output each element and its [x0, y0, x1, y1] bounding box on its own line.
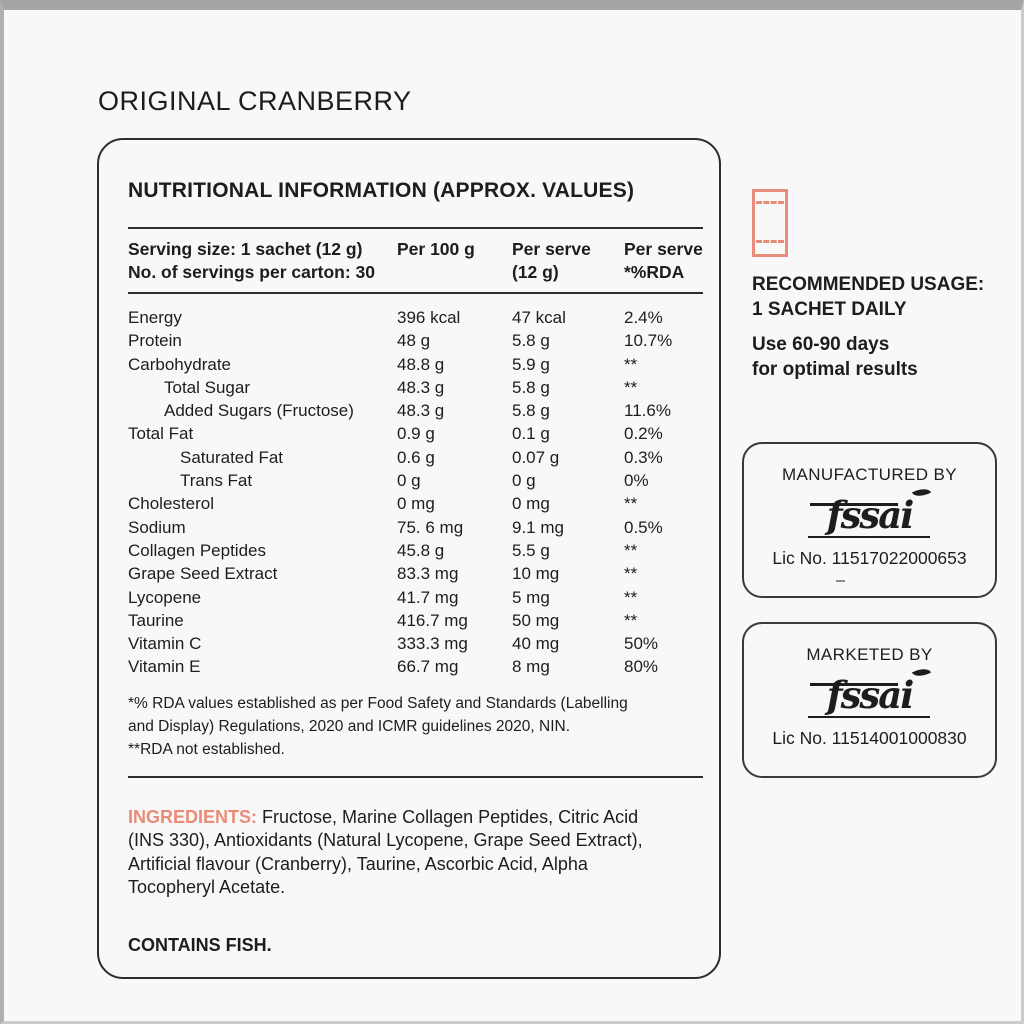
table-row [128, 469, 703, 492]
rda-value: ** [624, 377, 638, 397]
per-100g-value: 0.9 g [397, 424, 435, 444]
col-header-rda: Per serve *%RDA [624, 239, 703, 282]
table-row [128, 329, 703, 352]
per-serve-value: 50 mg [512, 610, 560, 630]
rda-value: 80% [624, 657, 659, 677]
divider [128, 292, 703, 294]
rda-value: ** [624, 610, 638, 630]
col-header-per-100g: Per 100 g [397, 239, 475, 259]
serving-size: Serving size: 1 sachet (12 g) [128, 239, 363, 259]
per-100g-value: 41.7 mg [397, 587, 459, 607]
per-100g-value: 48.3 g [397, 401, 445, 421]
per-100g-value: 416.7 mg [397, 610, 468, 630]
divider [128, 776, 703, 778]
marketed-license-number: Lic No. 11514001000830 [772, 728, 967, 748]
nutrient-label: Vitamin E [128, 657, 201, 677]
per-serve-value: 5.8 g [512, 401, 550, 421]
per-100g-value: 0 mg [397, 494, 435, 514]
nutrient-label: Trans Fat [180, 471, 253, 491]
marketed-by-box [742, 622, 997, 778]
per-serve-value: 0 g [512, 471, 536, 491]
nutrient-label: Total Fat [128, 424, 194, 444]
nutrition-table-body [128, 306, 703, 679]
per-100g-value: 83.3 mg [397, 564, 459, 584]
per-serve-value: 40 mg [512, 634, 560, 654]
table-row [128, 306, 703, 329]
nutrition-heading: NUTRITIONAL INFORMATION (APPROX. VALUES) [128, 179, 635, 202]
allergen-statement: CONTAINS FISH. [128, 934, 272, 955]
nutrient-label: Energy [128, 308, 182, 327]
fssai-logo: fssai [816, 670, 924, 724]
ingredients-label: INGREDIENTS: [128, 806, 258, 827]
ingredients-paragraph [128, 806, 663, 900]
rda-value: ** [624, 540, 638, 560]
per-serve-value: 5.8 g [512, 331, 550, 351]
rda-value: 0% [624, 471, 649, 491]
per-100g-value: 0 g [397, 471, 421, 491]
per-100g-value: 48 g [397, 331, 431, 351]
per-serve-value: 47 kcal [512, 308, 566, 327]
ingredients-text: Fructose, Marine Collagen Peptides, Citric Acid (INS 330), Antioxidants (Natural Lycopene, Grape Seed Extract), Artificial flavour (Cranberry), Taurine, Ascorbic Acid, Alpha Tocopheryl Acetate. [128, 806, 643, 898]
table-row [128, 492, 703, 515]
rda-value: ** [624, 564, 638, 584]
table-row [128, 516, 703, 539]
per-100g-value: 75. 6 mg [397, 517, 464, 537]
table-row [128, 539, 703, 562]
rda-value: ** [624, 494, 638, 514]
rda-value: 50% [624, 634, 659, 654]
per-serve-value: 0 mg [512, 494, 550, 514]
nutrient-label: Added Sugars (Fructose) [164, 401, 354, 421]
nutrient-label: Taurine [128, 610, 184, 630]
rda-value: 0.5% [624, 517, 663, 537]
table-row [128, 609, 703, 632]
per-100g-value: 0.6 g [397, 447, 435, 467]
rda-value: 0.2% [624, 424, 663, 444]
per-serve-value: 9.1 mg [512, 517, 564, 537]
table-row [128, 655, 703, 678]
sachet-icon [752, 189, 788, 257]
product-title: ORIGINAL CRANBERRY [98, 86, 412, 116]
manufactured-license-number: Lic No. 11517022000653 [772, 548, 967, 568]
table-row [128, 353, 703, 376]
nutrient-label: Vitamin C [128, 634, 202, 654]
per-100g-value: 45.8 g [397, 540, 445, 560]
recommended-usage-title: RECOMMENDED USAGE: 1 SACHET DAILY [752, 274, 985, 320]
table-header-row [128, 238, 703, 284]
per-serve-value: 0.07 g [512, 447, 560, 467]
nutrient-label: Lycopene [128, 587, 202, 607]
fssai-logo: fssai [816, 490, 924, 544]
nutrient-label: Sodium [128, 517, 186, 537]
rda-value: 2.4% [624, 308, 663, 327]
per-serve-value: 8 mg [512, 657, 550, 677]
sachet-tear-line-bottom [756, 240, 784, 243]
col-header-per-serve: Per serve (12 g) [512, 239, 591, 282]
table-row [128, 446, 703, 469]
marketed-by-heading: MARKETED BY [806, 645, 933, 664]
nutrient-label: Total Sugar [164, 377, 250, 397]
manufactured-by-heading: MANUFACTURED BY [781, 465, 958, 484]
per-100g-value: 333.3 mg [397, 634, 468, 654]
table-row [128, 562, 703, 585]
nutrient-label: Carbohydrate [128, 354, 232, 374]
serving-info [128, 238, 397, 284]
per-serve-value: 5.8 g [512, 377, 550, 397]
per-serve-value: 0.1 g [512, 424, 550, 444]
table-row [128, 586, 703, 609]
manufactured-by-box [742, 442, 997, 598]
table-row [128, 376, 703, 399]
table-row [128, 422, 703, 445]
per-100g-value: 48.3 g [397, 377, 445, 397]
nutrient-label: Protein [128, 331, 182, 351]
nutrition-panel [97, 138, 721, 979]
nutrient-label: Cholesterol [128, 494, 214, 514]
table-row [128, 399, 703, 422]
nutrient-label: Collagen Peptides [128, 540, 266, 560]
rda-footnote: *% RDA values established as per Food Safety and Standards (Labelling and Display) Regulations, 2020 and ICMR guidelines 2020, NIN. **RDA not established. [128, 694, 628, 758]
servings-per-carton: No. of servings per carton: 30 [128, 262, 376, 282]
sachet-tear-line-top [756, 201, 784, 204]
nutrient-label: Saturated Fat [180, 447, 284, 467]
per-serve-value: 10 mg [512, 564, 560, 584]
rda-value: 11.6% [624, 401, 671, 421]
per-serve-value: 5.9 g [512, 354, 550, 374]
per-serve-value: 5.5 g [512, 540, 550, 560]
recommended-usage-duration: Use 60-90 days for optimal results [752, 334, 918, 380]
rda-value: ** [624, 587, 638, 607]
print-artifact-dash [836, 580, 845, 582]
per-serve-value: 5 mg [512, 587, 550, 607]
rda-value: 10.7% [624, 331, 673, 351]
table-row [128, 632, 703, 655]
rda-value: ** [624, 354, 638, 374]
per-100g-value: 48.8 g [397, 354, 445, 374]
divider [128, 227, 703, 229]
per-100g-value: 396 kcal [397, 308, 461, 327]
nutrient-label: Grape Seed Extract [128, 564, 278, 584]
per-100g-value: 66.7 mg [397, 657, 459, 677]
rda-value: 0.3% [624, 447, 663, 467]
